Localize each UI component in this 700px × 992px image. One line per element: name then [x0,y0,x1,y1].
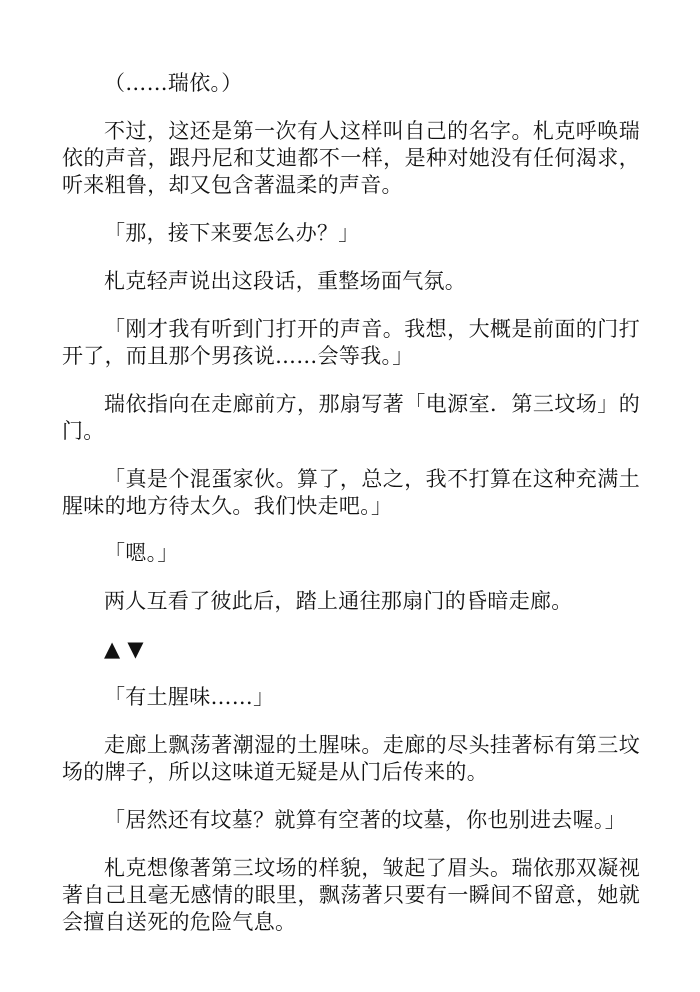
paragraph: 「居然还有坟墓？就算有空著的坟墓，你也别进去喔。」 [104,808,626,832]
paragraph: 走廊上飘荡著潮湿的土腥味。走廊的尽头挂著标有第三坟场的牌子，所以这味道无疑是从门后传来的。 [62,733,640,784]
paragraph: 「嗯。」 [104,541,179,565]
paragraph: （……瑞依。） [104,71,243,95]
paragraph: 「刚才我有听到门打开的声音。我想，大概是前面的门打开了，而且那个男孩说……会等我。」 [62,317,640,368]
paragraph: 「真是个混蛋家伙。算了，总之，我不打算在这种充满土腥味的地方待太久。我们快走吧。」 [62,467,640,518]
paragraph: 「有土腥味……」 [104,685,275,709]
paragraph: 两人互看了彼此后，踏上通往那扇门的昏暗走廊。 [104,589,573,613]
paragraph: 「那，接下来要怎么办？」 [104,221,360,245]
paragraph: 不过，这还是第一次有人这样叫自己的名字。札克呼唤瑞依的声音，跟丹尼和艾迪都不一样，是种对她没有任何渴求，听来粗鲁，却又包含著温柔的声音。 [62,119,640,197]
paragraph: 瑞依指向在走廊前方，那扇写著「电源室．第三坟场」的门。 [62,392,640,443]
paragraph: 札克想像著第三坟场的样貌，皱起了眉头。瑞依那双凝视著自己且毫无感情的眼里，飘荡著只要有一瞬间不留意，她就会擅自送死的危险气息。 [62,856,640,934]
section-break: ▲ ▼ [104,637,144,661]
paragraph: 札克轻声说出这段话，重整场面气氛。 [104,269,467,293]
